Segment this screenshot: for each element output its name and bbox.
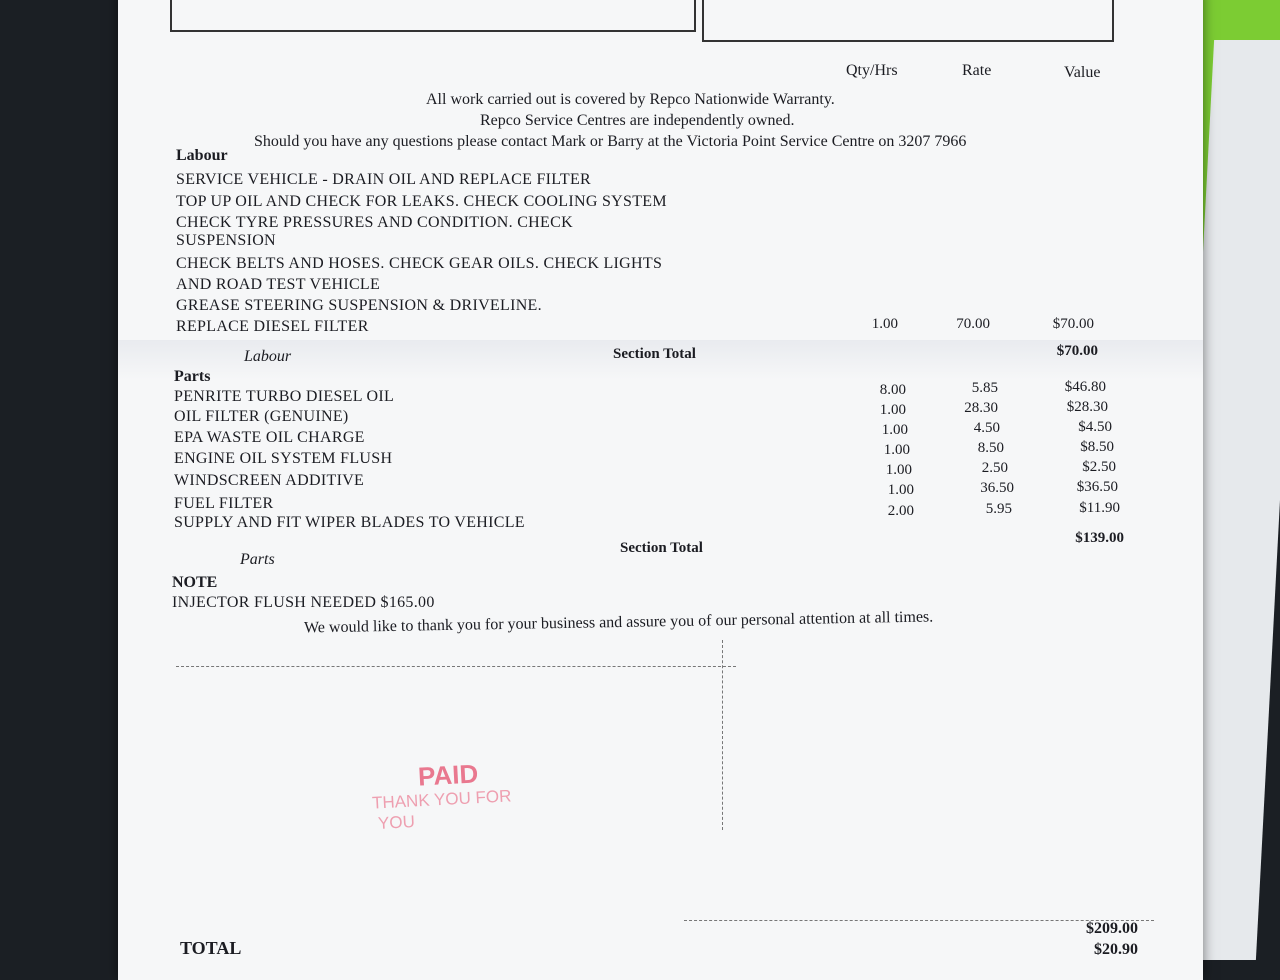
part-rate: 4.50 — [973, 420, 1000, 436]
invoice-sheet — [118, 0, 1203, 980]
gst-amount: $20.90 — [1094, 941, 1138, 958]
labour-footer-label: Labour — [244, 348, 292, 365]
paid-stamp: PAID — [417, 758, 479, 792]
parts-section-total: $139.00 — [1075, 530, 1124, 546]
labour-line: CHECK TYRE PRESSURES AND CONDITION. CHECK — [176, 214, 573, 231]
receipt-box-border — [722, 640, 723, 830]
labour-section-total: $70.00 — [1056, 343, 1098, 359]
labour-line: SUSPENSION — [176, 232, 276, 249]
part-desc: FUEL FILTER — [174, 495, 274, 512]
part-value: $46.80 — [1064, 379, 1106, 395]
ownership-note: Repco Service Centres are independently owned. — [480, 112, 795, 129]
part-qty: 8.00 — [879, 382, 906, 398]
column-header-qty: Qty/Hrs — [846, 62, 898, 79]
part-desc: ENGINE OIL SYSTEM FLUSH — [174, 450, 393, 467]
part-rate: 5.85 — [971, 380, 998, 396]
parts-footer-label: Parts — [240, 551, 275, 568]
warranty-note: All work carried out is covered by Repco Nationwide Warranty. — [426, 91, 835, 108]
part-qty: 1.00 — [883, 442, 910, 458]
labour-section-total-label: Section Total — [613, 346, 696, 362]
labour-line: CHECK BELTS AND HOSES. CHECK GEAR OILS. CHECK LIGHTS — [176, 255, 663, 272]
labour-line: REPLACE DIESEL FILTER — [176, 318, 369, 335]
part-qty: 2.00 — [887, 503, 914, 519]
part-value: $36.50 — [1076, 479, 1118, 495]
note-heading: NOTE — [172, 574, 218, 591]
paid-stamp-you: YOU — [377, 812, 416, 833]
part-qty: 1.00 — [887, 482, 914, 498]
note-text: INJECTOR FLUSH NEEDED $165.00 — [172, 594, 435, 611]
part-value: $2.50 — [1082, 459, 1116, 475]
paid-stamp-thank: THANK YOU FOR — [371, 786, 512, 813]
parts-section-total-label: Section Total — [620, 540, 703, 556]
part-value: $28.30 — [1066, 399, 1108, 415]
part-value: $8.50 — [1080, 439, 1114, 455]
part-rate: 5.95 — [985, 501, 1012, 517]
vehicle-box — [702, 0, 1114, 42]
labour-line: GREASE STEERING SUSPENSION & DRIVELINE. — [176, 297, 542, 314]
parts-heading: Parts — [174, 368, 211, 385]
part-qty: 1.00 — [879, 402, 906, 418]
part-qty: 1.00 — [881, 422, 908, 438]
part-desc: OIL FILTER (GENUINE) — [174, 408, 349, 425]
part-value: $11.90 — [1079, 500, 1120, 516]
receipt-box-top — [176, 666, 736, 667]
part-qty: 1.00 — [885, 462, 912, 478]
part-rate: 28.30 — [964, 400, 998, 416]
customer-box — [170, 0, 696, 32]
column-header-value: Value — [1064, 64, 1101, 81]
part-desc: EPA WASTE OIL CHARGE — [174, 429, 365, 446]
labour-line: TOP UP OIL AND CHECK FOR LEAKS. CHECK COOLING SYSTEM — [176, 193, 667, 210]
column-header-rate: Rate — [962, 62, 992, 79]
total-label: TOTAL — [180, 938, 242, 958]
labour-value: $70.00 — [1052, 316, 1094, 332]
part-desc: PENRITE TURBO DIESEL OIL — [174, 388, 395, 405]
labour-line: AND ROAD TEST VEHICLE — [176, 276, 381, 293]
labour-heading: Labour — [176, 147, 228, 164]
part-rate: 8.50 — [977, 440, 1004, 456]
labour-qty: 1.00 — [871, 316, 898, 332]
labour-line: SERVICE VEHICLE - DRAIN OIL AND REPLACE FILTER — [176, 171, 592, 188]
part-rate: 2.50 — [981, 460, 1008, 476]
part-desc: SUPPLY AND FIT WIPER BLADES TO VEHICLE — [174, 514, 525, 531]
part-value: $4.50 — [1078, 419, 1112, 435]
part-desc: WINDSCREEN ADDITIVE — [174, 472, 365, 489]
thank-you-message: We would like to thank you for your business and assure you of our personal attention at all times. — [303, 608, 934, 637]
contact-note: Should you have any questions please contact Mark or Barry at the Victoria Point Service Centre on 3207 7966 — [254, 133, 967, 150]
labour-rate: 70.00 — [956, 316, 990, 332]
total-amount: $209.00 — [1086, 920, 1138, 937]
part-rate: 36.50 — [980, 480, 1014, 496]
